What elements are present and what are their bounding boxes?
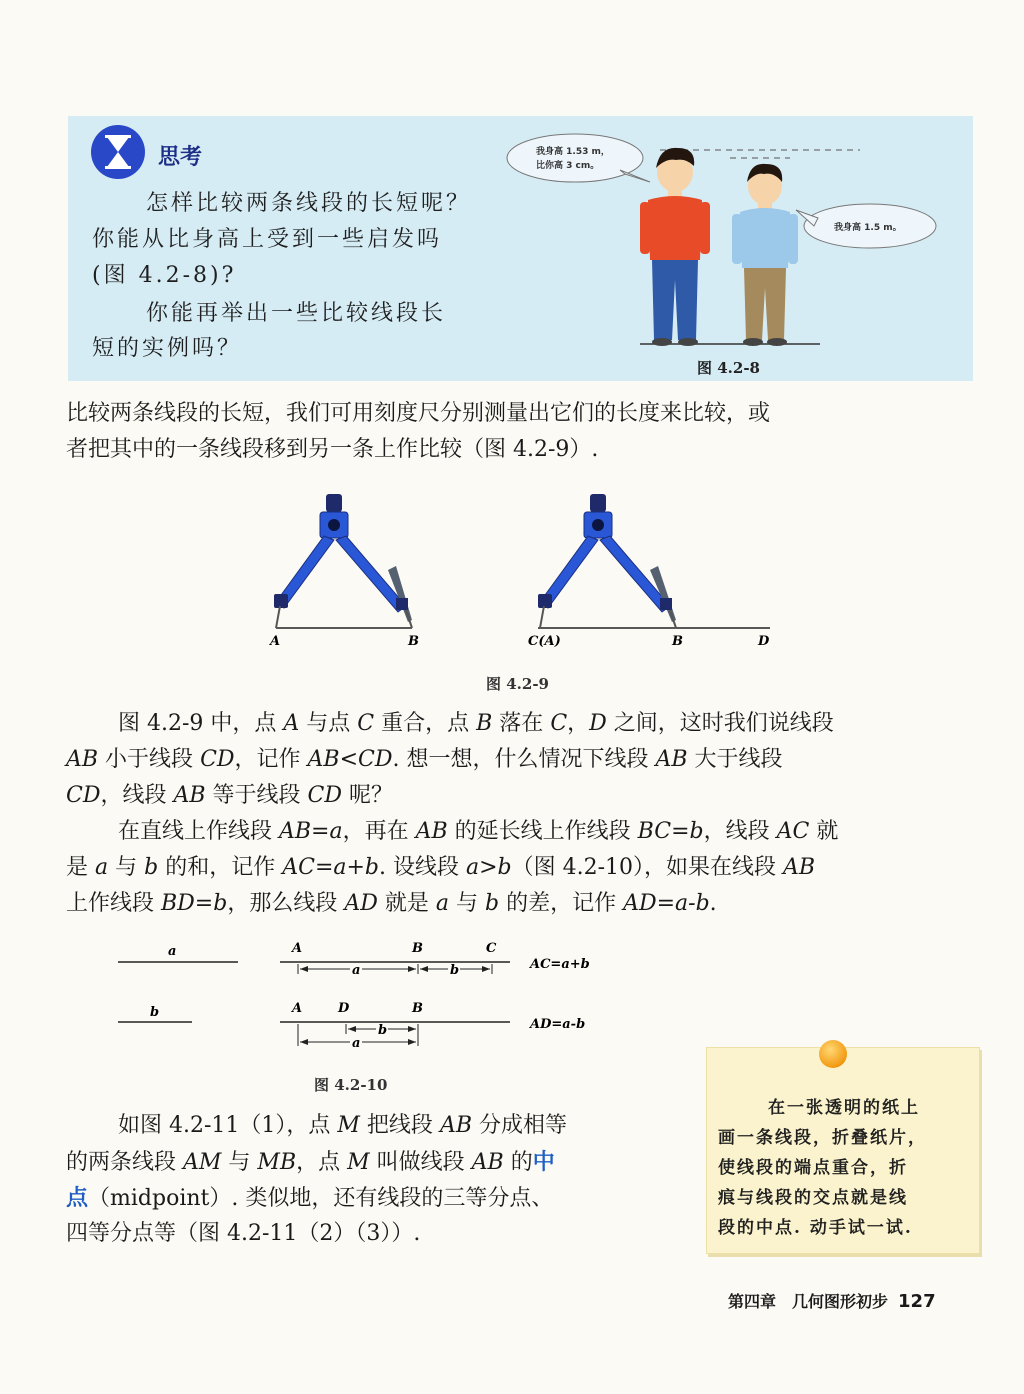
compass-left xyxy=(268,494,419,649)
boy-left-illustration xyxy=(640,148,710,346)
think-line-2: 你能从比身高上受到一些启发吗 xyxy=(92,227,443,252)
paragraph-compare-line-1: 比较两条线段的长短，我们可用刻度尺分别测量出它们的长度来比较，或 xyxy=(66,401,771,426)
think-line-4: 你能再举出一些比较线段长 xyxy=(146,301,447,326)
paragraph-midpoint-line-4: 四等分点等（图 4.2-11（2）（3））. xyxy=(66,1221,421,1246)
bubble-left-text-1: 我身高 1.53 m， xyxy=(536,147,610,157)
pushpin-icon xyxy=(819,1040,847,1068)
bubble-left-text-2: 比你高 3 cm。 xyxy=(536,161,600,171)
figure-compass-comparison xyxy=(250,490,790,660)
paragraph-sum-diff-line-1: 在直线上作线段 AB=a，再在 AB 的延长线上作线段 BC=b，线段 AC 就 xyxy=(118,819,839,844)
paragraph-midpoint-line-1: 如图 4.2-11（1），点 M 把线段 AB 分成相等 xyxy=(118,1113,567,1138)
paragraph-ab-cd-line-1: 图 4.2-9 中，点 A 与点 C 重合，点 B 落在 C，D 之间，这时我们说线段 xyxy=(118,711,834,736)
think-line-1: 怎样比较两条线段的长短呢？ xyxy=(146,191,472,216)
hourglass-icon xyxy=(90,124,146,180)
page-number: 127 xyxy=(898,1291,936,1312)
row2-label-D: D xyxy=(338,1001,350,1016)
term-midpoint-1: 中 xyxy=(532,1149,555,1175)
tip-line-3: 使线段的端点重合，折 xyxy=(718,1158,908,1178)
row1-label-B: B xyxy=(412,941,423,956)
label-B-right: B xyxy=(672,634,683,649)
figure-caption-4-2-9: 图 4.2-9 xyxy=(486,675,549,693)
think-line-5: 短的实例吗？ xyxy=(92,336,243,361)
row1-equation: AC=a+b xyxy=(530,957,590,972)
segment-a-label: a xyxy=(168,944,177,959)
row1-label-a: a xyxy=(352,963,361,978)
paragraph-compare-line-2: 者把其中的一条线段移到另一条上作比较（图 4.2-9）. xyxy=(66,437,599,462)
bubble-right-text: 我身高 1.5 m。 xyxy=(834,223,902,233)
figure-caption-4-2-10: 图 4.2-10 xyxy=(314,1076,388,1094)
speech-bubble-left xyxy=(507,134,650,182)
label-D: D xyxy=(758,634,770,649)
boy-right-illustration xyxy=(732,164,798,346)
paragraph-ab-cd-line-3: CD，线段 AB 等于线段 CD 呢？ xyxy=(66,783,394,808)
row1-label-A: A xyxy=(292,941,303,956)
chapter-title: 第四章 几何图形初步 xyxy=(728,1292,889,1311)
row2-equation: AD=a-b xyxy=(530,1017,586,1032)
page-footer xyxy=(728,1289,936,1312)
figure-caption-4-2-8: 图 4.2-8 xyxy=(697,359,760,377)
paragraph-ab-cd-line-2: AB 小于线段 CD，记作 AB<CD. 想一想，什么情况下线段 AB 大于线段 xyxy=(66,747,783,772)
paragraph-midpoint-line-3: 点（midpoint）. 类似地，还有线段的三等分点、 xyxy=(66,1185,554,1211)
figure-height-comparison xyxy=(500,130,960,360)
row1-label-b: b xyxy=(450,963,460,978)
tip-line-5: 段的中点. 动手试一试. xyxy=(718,1218,913,1238)
label-CA: C(A) xyxy=(528,634,561,649)
tip-line-1: 在一张透明的纸上 xyxy=(768,1098,920,1118)
think-title: 思考 xyxy=(158,145,203,170)
tip-line-4: 痕与线段的交点就是线 xyxy=(718,1188,908,1208)
tip-line-2: 画一条线段，折叠纸片， xyxy=(718,1128,927,1148)
term-midpoint-2: 点 xyxy=(66,1185,89,1211)
think-line-3: (图 4.2-8)? xyxy=(92,263,237,288)
paragraph-midpoint-line-2: 的两条线段 AM 与 MB，点 M 叫做线段 AB 的中 xyxy=(66,1149,555,1175)
segment-b-label: b xyxy=(150,1005,160,1020)
paragraph-sum-diff-line-3: 上作线段 BD=b，那么线段 AD 就是 a 与 b 的差，记作 AD=a-b. xyxy=(66,891,717,916)
figure-segment-sum-difference xyxy=(100,930,660,1060)
label-B-left: B xyxy=(408,634,419,649)
row1-label-C: C xyxy=(486,941,497,956)
row2-label-b: b xyxy=(378,1023,388,1038)
compass-right xyxy=(528,494,770,649)
speech-bubble-right xyxy=(796,204,936,248)
label-A-left: A xyxy=(270,634,281,649)
row2-label-A: A xyxy=(292,1001,303,1016)
paragraph-sum-diff-line-2: 是 a 与 b 的和，记作 AC=a+b. 设线段 a>b（图 4.2-10），如果在线段 AB xyxy=(66,855,816,880)
row2-label-B: B xyxy=(412,1001,423,1016)
row2-label-a: a xyxy=(352,1036,361,1051)
